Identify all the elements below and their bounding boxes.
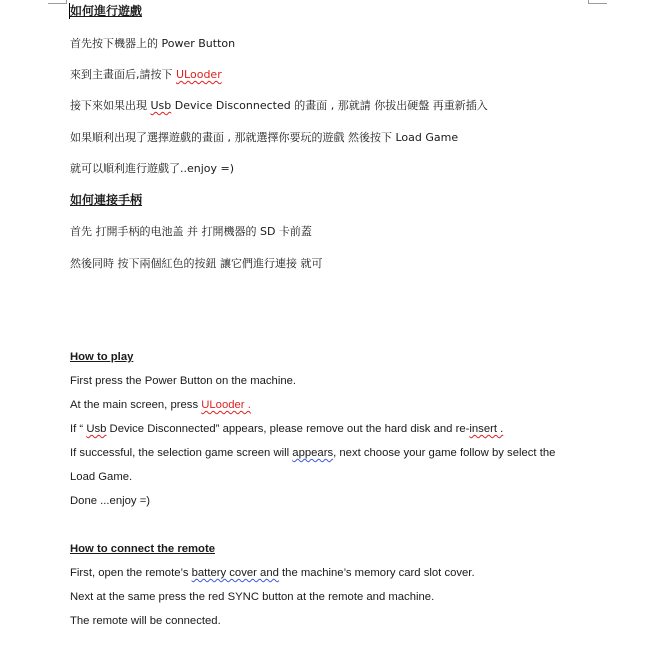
zh-usb-word: Usb xyxy=(150,99,172,112)
en-play-step-2[interactable] xyxy=(70,398,251,412)
en-battery-cover-phrase: battery cover and xyxy=(191,567,279,579)
en-remote-heading[interactable]: How to connect the remote xyxy=(70,543,215,555)
en-play-step-4[interactable] xyxy=(70,446,555,460)
en-remote-step-1-text-b: the machine’s memory card slot cover. xyxy=(278,567,475,579)
zh-remote-step-1[interactable]: 首先 打開手柄的电池盖 并 打開機器的 SD 卡前蓋 xyxy=(70,225,312,238)
en-ulooder-word: ULooder . xyxy=(201,399,251,411)
zh-play-step-5[interactable]: 就可以順利進行遊戲了..enjoy =) xyxy=(70,162,235,175)
zh-play-step-1[interactable]: 首先按下機器上的 Power Button xyxy=(70,37,236,50)
en-remote-step-1-text-a: First, open the remote’s xyxy=(70,567,192,579)
en-play-step-1[interactable]: First press the Power Button on the machine. xyxy=(70,375,297,387)
en-insert-word: insert . xyxy=(469,423,504,435)
margin-corner-left xyxy=(48,0,67,4)
zh-play-step-3[interactable] xyxy=(70,99,488,113)
zh-ulooder-word: ULooder xyxy=(176,68,222,81)
zh-remote-heading[interactable]: 如何連接手柄 xyxy=(70,193,143,207)
en-remote-step-1[interactable] xyxy=(70,566,475,580)
margin-corner-right xyxy=(588,0,607,4)
en-play-step-3-text-a: If “ xyxy=(70,423,87,435)
en-play-step-4-text-a: If successful, the selection game screen will xyxy=(70,447,293,459)
en-remote-step-3[interactable]: The remote will be connected. xyxy=(70,615,221,627)
en-play-step-3-text-b: Device Disconnected” appears, please remove out the hard disk and re- xyxy=(106,423,470,435)
en-remote-step-2[interactable]: Next at the same press the red SYNC button at the remote and machine. xyxy=(70,591,435,603)
en-play-step-4-text-b: , next choose your game follow by select the xyxy=(333,447,556,459)
zh-remote-step-2[interactable]: 然後同時 按下兩個紅色的按鈕 讓它們進行連接 就可 xyxy=(70,257,323,270)
zh-play-step-3-text-a: 接下來如果出現 xyxy=(70,99,151,112)
en-play-step-4-cont[interactable]: Load Game. xyxy=(70,471,133,483)
zh-play-step-4[interactable]: 如果順利出現了選擇遊戲的畫面 , 那就選擇你要玩的遊戲 然後按下 Load Game xyxy=(70,131,459,144)
en-play-step-5[interactable]: Done ...enjoy =) xyxy=(70,495,151,507)
en-appears-word: appears xyxy=(292,447,334,459)
en-play-step-2-text: At the main screen, press xyxy=(70,399,202,411)
zh-play-step-2-text: 來到主畫面后,請按下 xyxy=(70,68,176,81)
zh-play-step-3-text-b: Device Disconnected 的畫面 , 那就請 你拔出硬盤 再重新插入 xyxy=(171,99,488,112)
zh-play-heading[interactable]: 如何進行遊戲 xyxy=(70,4,143,18)
en-usb-word: Usb xyxy=(86,423,107,435)
en-play-step-3[interactable] xyxy=(70,422,503,436)
en-play-heading[interactable]: How to play xyxy=(70,351,134,363)
zh-play-step-2[interactable] xyxy=(70,68,222,82)
